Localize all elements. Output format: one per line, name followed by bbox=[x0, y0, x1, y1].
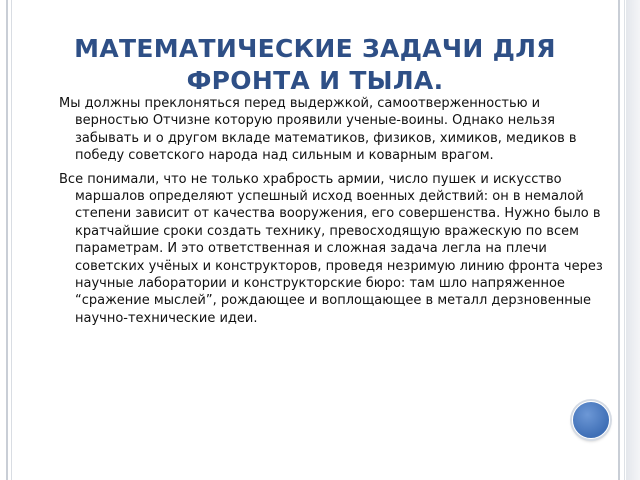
left-decorative-line bbox=[11, 0, 12, 480]
left-decorative-rail bbox=[6, 0, 8, 480]
body-paragraph-2: Все понимали, что не только храбрость армии, число пушек и искусство маршалов определяют успешный исход военных действий: он в немалой степени зависит от качества вооружения, его совершенства. Нужно было в кратчайшие сроки создать технику, превосходящую вражескую по всем параметрам. И это ответственная и сложная задача легла на плечи советских учёных и конструкторов, проведя незримую линию фронта через научные лаборатории и конструкторские бюро: там шло напряженное “сражение мыслей”, рождающее и воплощающее в металл дерзновенные научно-технические идеи. bbox=[59, 171, 603, 326]
accent-circle-icon[interactable] bbox=[572, 401, 610, 439]
slide-title: МАТЕМАТИЧЕСКИЕ ЗАДАЧИ ДЛЯ ФРОНТА И ТЫЛА. bbox=[74, 34, 556, 95]
right-decorative-rail bbox=[618, 0, 620, 480]
body-paragraph-1: Мы должны преклоняться перед выдержкой, самоотверженностью и верностью Отчизне которую проявили ученые-воины. Однако нельзя забывать и о другом вкладе математиков, физиков, химиков, медиков в победу советского народа над сильным и коварным врагом. bbox=[59, 96, 577, 164]
right-decorative-line bbox=[624, 0, 625, 480]
slide-body bbox=[59, 95, 607, 333]
right-decorative-band bbox=[626, 0, 640, 480]
